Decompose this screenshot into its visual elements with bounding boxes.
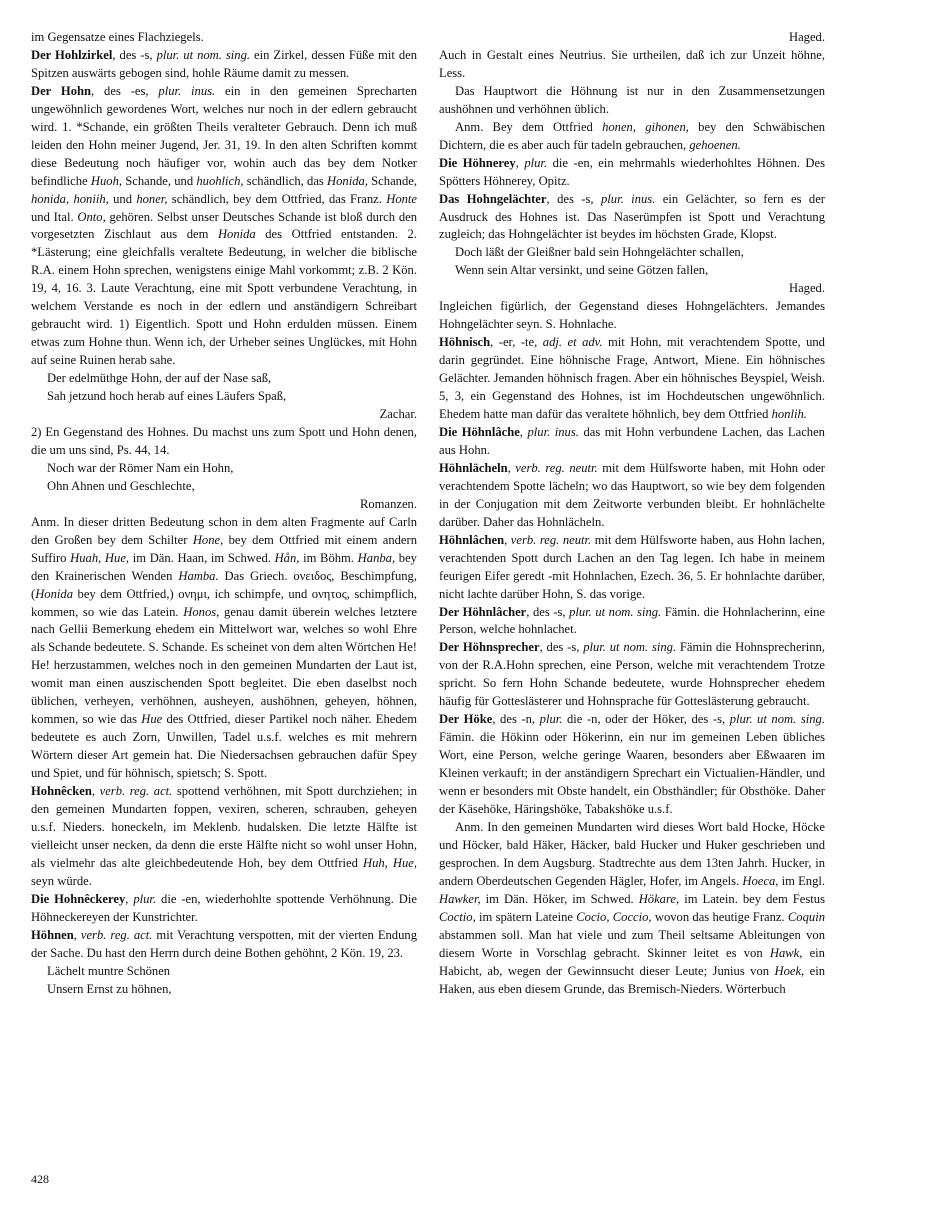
headword: Die Höhnlâche: [439, 424, 520, 439]
entry-paragraph: [31, 424, 417, 460]
italic-text: Hawker,: [439, 891, 481, 906]
italic-text: Honida,: [327, 173, 368, 188]
entry-paragraph: [439, 604, 825, 640]
entry-paragraph: [439, 532, 825, 604]
body-text: schändlich, das: [243, 173, 328, 188]
body-text: Anm. In dieser dritten Bedeutung schon in dem alten Fragmente auf Carln den Großen bey dem Schilter: [31, 514, 417, 547]
italic-text: Cocio, Coccio,: [576, 909, 652, 924]
italic-text: Honte: [386, 191, 417, 206]
left-column: [31, 29, 417, 998]
entry-paragraph: [439, 460, 825, 532]
verse-line: [31, 370, 417, 388]
headword: Der Höhnlâcher: [439, 604, 527, 619]
body-text: Das Griech. ονειδος, Beschimpfung, (: [31, 568, 417, 601]
italic-text: adj. et adv.: [542, 335, 603, 350]
italic-text: Hamba.: [178, 568, 219, 583]
body-text: im Gegensatze eines Flachziegels.: [31, 30, 204, 44]
italic-text: plur. ut nom. sing.: [583, 640, 677, 655]
body-text: gehören. Selbst unser Deutsches Schande ist bloß durch den vorgesetzten Zischlaut aus dem: [31, 209, 417, 242]
italic-text: plur.: [539, 712, 563, 727]
entry-paragraph: [31, 927, 417, 963]
body-text: Schande, und: [122, 173, 197, 188]
verse-line: [439, 244, 825, 262]
body-text: Das Hauptwort die Höhnung ist nur in den Zusammensetzungen aushöhnen und verhöhnen üblich.: [439, 83, 825, 116]
body-text: Wenn sein Altar versinkt, und seine Götzen fallen,: [455, 263, 709, 278]
body-text: bey dem Ottfried,) ονημι, ich schimpfe, und ονητος, schimpflich, kommen, so wie das Latein.: [31, 586, 417, 619]
body-text: Haged.: [788, 30, 825, 44]
italic-text: Huah, Hue,: [70, 550, 130, 565]
body-text: ein Zirkel, dessen Füße mit den Spitzen auswärts gebogen sind, hohle Räume damit zu messen.: [31, 47, 418, 80]
body-text: bey dem Ottfried mit einem andern Suffiro: [31, 532, 417, 565]
body-text: des Ottfried entstanden. 2. *Lästerung; eine gleichfalls veraltete Bedeutung, in welcher die biblische R.A. einem Hohn sprechen, wenigstens einige Mahl vorkommt; z.B. 2 Kön. 19, 4, 16. 3. Laute Verachtung, eine mit Spott verbundene Verachtung, in welchem Verstande es noch in der edlern und anständigern Schreibart gebraucht wird. 1) Eigentlich. Spott und Hohn erdulden müssen. Einem etwas zum Hohne thun. Wenn ich, der Urheber seines Unglückes, mit Hohn auf seine Ruinen herab sahe.: [31, 227, 418, 368]
right-column: [439, 29, 825, 998]
italic-text: Coctio,: [439, 909, 476, 924]
italic-text: Honida: [35, 586, 73, 601]
verse-line: [31, 460, 417, 478]
body-text: im Dän. Haan, im Schwed.: [129, 550, 275, 565]
body-text: mit Verachtung verspotten, mit der vierten Endung der Sache. Du hast den Herrn durch deine Bothen gehöhnt, 2 Kön. 19, 23.: [31, 927, 417, 960]
body-text: bey den Schwäbischen Dichtern, die es aber auch für tadeln gebrauchen,: [439, 119, 826, 152]
quote-attribution: [439, 29, 825, 47]
body-text: Fämin. die Hohnlacherinn, eine Person, welche hohnlachet.: [439, 604, 826, 637]
italic-text: plur. inus.: [601, 191, 656, 206]
body-text: Unsern Ernst zu höhnen,: [47, 981, 172, 996]
body-text: Anm. In den gemeinen Mundarten wird dieses Wort bald Hocke, Höcke und Höcker, bald Häker, Häcker, bald Hucker und Huker geschrieben und gesprochen. In dem Augsburg. Stadtrechte aus dem 13ten Jahrh. Hucker, in andern Oberdeutschen Gegenden Hägler, Hofer, im Angels.: [439, 819, 825, 888]
verse-line: [31, 478, 417, 496]
body-text: ,: [504, 532, 511, 547]
body-text: spottend verhöhnen, mit Spott durchziehen; in den gemeinen Mundarten foppen, vexiren, scheren, schrauben, geheyen u.s.f. Nieders. honeckeln, im Meklenb. hudalsken. Die letzte Hälfte ist vielleicht unser necken, da denn die erste Hälfte nicht so wohl unser Hohn, als vielmehr das alte gleichbedeutende Hoh, bey dem Ottfried: [31, 784, 418, 870]
entry-paragraph: [31, 891, 417, 927]
italic-text: verb. reg. neutr.: [515, 460, 598, 475]
headword: Die Hohnêckerey: [31, 891, 126, 906]
body-text: Haged.: [788, 281, 825, 296]
indented-paragraph: [439, 119, 825, 155]
body-text: ,: [507, 460, 516, 475]
italic-text: Honida: [217, 227, 256, 242]
body-text: im Engl.: [778, 873, 826, 888]
body-text: ,: [519, 424, 528, 439]
entry-paragraph: [439, 334, 825, 424]
body-text: seyn würde.: [31, 873, 92, 888]
body-text: die -n, oder der Höker, des -s,: [562, 712, 730, 727]
body-text: im spätern Lateine: [475, 909, 577, 924]
body-text: im Dän. Höker, im Schwed.: [480, 891, 639, 906]
body-text: Auch in Gestalt eines Neutrius. Sie urtheilen, daß ich zur Unzeit höhne, Less.: [439, 47, 825, 80]
italic-text: Huoh,: [90, 173, 123, 188]
entry-paragraph: [31, 783, 417, 891]
headword: Höhnen: [31, 927, 74, 942]
quote-attribution: [439, 280, 825, 298]
italic-text: honlih.: [771, 407, 807, 422]
headword: Der Hohn: [31, 83, 92, 98]
body-text: abstammen soll. Man hat viele und zum Theil seltsame Ableitungen von diesem Worte in Vorschlag gebracht. Skinner leitet es von: [439, 927, 825, 960]
italic-text: plur. ut nom. sing.: [569, 604, 662, 619]
body-text: ,: [73, 927, 81, 942]
body-text: Fämin. die Hökinn oder Hökerinn, ein nur im gemeinen Leben übliches Wort, eine Person, welche geringe Waaren, besonders aber Eßwaaren im Kleinen verkauft; in der anständigern Sprechart ein Victualien-Händler, und wenn er besonders mit Obste handelt, ein Obsthändler; für Obsthöke. Daher der Käsehöke, Häringshöke, Tabakshöke u.s.f.: [439, 730, 825, 816]
italic-text: Hökare,: [638, 891, 680, 906]
body-text: Anm. Bey dem Ottfried: [455, 119, 603, 134]
italic-text: plur. inus.: [527, 424, 579, 439]
headword: Höhnlâchen: [439, 532, 505, 547]
body-text: Schande,: [367, 173, 417, 188]
body-text: Romanzen.: [359, 496, 417, 511]
body-text: , -er, -te,: [490, 335, 543, 350]
italic-text: honen, gihonen,: [602, 119, 689, 134]
body-text: und Ital.: [31, 209, 78, 224]
body-text: Zachar.: [379, 407, 417, 422]
italic-text: Hån,: [274, 550, 300, 565]
body-text: ,: [125, 891, 134, 906]
entry-paragraph: [31, 83, 417, 370]
body-text: Noch war der Römer Nam ein Hohn,: [47, 460, 234, 475]
body-text: Lächelt muntre Schönen: [47, 963, 171, 978]
body-text: ein Habicht, ab, wegen der Gewinnsucht dieser Leute; Junius von: [439, 945, 825, 978]
italic-text: Honos,: [183, 604, 220, 619]
italic-text: Onto,: [77, 209, 106, 224]
body-text: , des -n,: [492, 712, 540, 727]
body-text: ein in den gemeinen Sprecharten ungewöhnlich gewordenes Wort, welches nur noch in der edlern gebraucht wird. 1. *Schande, ein größten Theils veralteter Gebrauch. Denn ich muß leiden den Hohn meiner Jugend, Jer. 31, 19. In den alten Schriften kommt diese Bedeutung noch häufiger vor, wohin auch das bey dem Notker befindliche: [31, 83, 418, 188]
italic-text: verb. reg. neutr.: [510, 532, 592, 547]
body-text: ein Gelächter, so fern es der Ausdruck des Hohnes ist. Das Naserümpfen ist Spott und Verachtung zugleich; das Hohngelächter ist beydes im höchsten Grade, Klopst.: [439, 191, 826, 242]
italic-text: gehoenen.: [689, 137, 741, 152]
entry-paragraph: [439, 424, 825, 460]
verse-line: [31, 981, 417, 999]
headword: Der Höhnsprecher: [439, 640, 540, 655]
headword: Höhnisch: [439, 335, 491, 350]
entry-paragraph: [439, 639, 825, 711]
italic-text: honida, honiih,: [31, 191, 109, 206]
entry-paragraph: [31, 29, 417, 47]
body-text: , des -es,: [91, 83, 159, 98]
entry-paragraph: [439, 298, 825, 334]
italic-text: verb. reg. act.: [99, 784, 173, 799]
italic-text: Hawk,: [769, 945, 803, 960]
verse-line: [439, 262, 825, 280]
body-text: Der edelmüthge Hohn, der auf der Nase saß,: [47, 371, 272, 386]
body-text: Fämin die Hohnsprecherinn, von der R.A.Hohn sprechen, eine Person, welche mit verachtendem Trotze spricht. So fern Hohn Schande bedeutete, wurde Hohnsprecher ehedem häufig für Gotteslästerer und Hohnsprache für Gotteslästerung gebraucht.: [439, 640, 825, 709]
headword: Der Hohlzirkel: [31, 47, 113, 62]
body-text: mit dem Hülfsworte haben, mit Hohn oder verachtendem Spotte lächeln; wo das Hauptwort, so wie bey dem folgenden in der Conjugation mit dem Zeitworte verbunden bleibt. Er hohnlächelte darüber. Daher das Hohnlächeln.: [439, 460, 825, 529]
italic-text: Hoek,: [774, 963, 805, 978]
headword: Die Höhnerey: [439, 155, 516, 170]
entry-paragraph: [439, 47, 825, 83]
body-text: wovon das heutige Franz.: [651, 909, 788, 924]
body-text: mit dem Hülfsworte haben, aus Hohn lachen, verachtenden Spott durch Lachen an den Tag legen. Ich habe in meinem feurigen Eifer geredt -mit Hohnlachen, Ezech. 36, 5. Er hohnlachte darüber, nicht lachte darüber Hohn, S. das vorige.: [439, 532, 825, 601]
entry-paragraph: [439, 191, 825, 245]
body-text: 2) En Gegenstand des Hohnes. Du machst uns zum Spott und Hohn denen, die um uns sind, Ps. 44, 14.: [31, 424, 417, 457]
italic-text: Hone,: [192, 532, 224, 547]
body-text: , des -s,: [526, 604, 570, 619]
italic-text: Coquin: [787, 909, 825, 924]
body-text: , des -s,: [539, 640, 584, 655]
entry-paragraph: [31, 514, 417, 783]
italic-text: plur. inus.: [158, 83, 216, 98]
verse-line: [31, 963, 417, 981]
entry-paragraph: [439, 155, 825, 191]
body-text: die -en, wiederhohlte spottende Verhöhnung. Die Höhneckereyen der Kunstrichter.: [31, 891, 417, 924]
quote-attribution: [31, 496, 417, 514]
body-text: des Ottfried, dieser Partikel noch näher. Ehedem bedeutete es auch Zorn, Unwillen, Tadel u.s.f. welches es mit mehrern Wörtern dieser Art gemein hat. Die Niedersachsen gebrauchen dafür Spey und Spiet, und für höhnisch, spietsch; S. Spott.: [31, 712, 418, 781]
italic-text: Huh, Hue,: [362, 855, 417, 870]
entry-paragraph: [439, 711, 825, 819]
body-text: , des -s,: [546, 191, 601, 206]
page-number: 428: [31, 1172, 49, 1186]
headword: Höhnlächeln: [439, 460, 508, 475]
headword: Der Höke: [439, 712, 493, 727]
body-text: , des -s,: [112, 47, 157, 62]
body-text: mit Hohn, mit verachtendem Spotte, und darin gegründet. Eine höhnische Frage, Antwort, Miene. Ein höhnisches Gelächter. Jemanden höhnisch fragen. Aber ein höhnisches Beyspiel, Weish. 5, 3, ein Gegenstand des Hohnes, ist im Hochdeutschen ungewöhnlich. Ehedem hatte man dafür das veraltete höhnlich, bey dem Ottfried: [439, 335, 825, 422]
headword: Das Hohngelächter: [439, 191, 547, 206]
italic-text: Hoeca,: [742, 873, 779, 888]
italic-text: plur. ut nom. sing.: [156, 47, 251, 62]
italic-text: honer,: [136, 191, 168, 206]
body-text: bey den Krainerischen Wenden: [31, 550, 417, 583]
verse-line: [31, 388, 417, 406]
body-text: Doch läßt der Gleißner bald sein Hohngelächter schallen,: [455, 245, 744, 260]
body-text: das mit Hohn verbundene Lachen, das Lachen aus Hohn.: [439, 424, 825, 457]
indented-paragraph: [439, 83, 825, 119]
body-text: ,: [515, 155, 525, 170]
body-text: genau damit überein welches letztere nach Gellii Bemerkung ehedem ein Mittelwort war, welches so wohl Ehre als Schande bedeutete. S. Schande. Es scheinet von dem alten Wörtchen He! He! herzustammen, welches noch in den gemeinen Mundarten der Laut ist, womit man einen auszischenden Spott begleitet. Die eben daselbst noch üblichen, verheyen, verhöhnen, ausheyen, aushöhnen, geheyen, höhnen, kommen, so wie das: [31, 604, 417, 727]
body-text: und: [108, 191, 137, 206]
entry-paragraph: [31, 47, 417, 83]
italic-text: plur. ut nom. sing.: [729, 712, 825, 727]
italic-text: huohlich,: [196, 173, 244, 188]
indented-paragraph: [439, 819, 825, 999]
quote-attribution: [31, 406, 417, 424]
body-text: ,: [91, 784, 100, 799]
italic-text: verb. reg. act.: [80, 927, 153, 942]
body-text: die -en, ein mehrmahls wiederhohltes Höhnen. Des Spötters Höhnerey, Opitz.: [439, 155, 826, 188]
italic-text: plur.: [133, 891, 157, 906]
italic-text: plur.: [524, 155, 548, 170]
body-text: im Böhm.: [299, 550, 358, 565]
body-text: Ingleichen figürlich, der Gegenstand dieses Hohngelächters. Jemandes Hohngelächter seyn. S. Hohnlache.: [439, 299, 825, 332]
body-text: im Latein. bey dem Festus: [679, 891, 825, 906]
headword: Hohnêcken: [31, 784, 92, 799]
body-text: Ohn Ahnen und Geschlechte,: [47, 478, 195, 493]
body-text: schändlich, bey dem Ottfried, das Franz.: [167, 191, 387, 206]
italic-text: Hanba,: [357, 550, 396, 565]
body-text: Sah jetzund hoch herab auf eines Läufers Spaß,: [47, 389, 287, 404]
body-text: ein Haken, aus eben diesem Grunde, das Bremisch-Nieders. Wörterbuch: [439, 963, 825, 996]
italic-text: Hue: [141, 712, 163, 727]
